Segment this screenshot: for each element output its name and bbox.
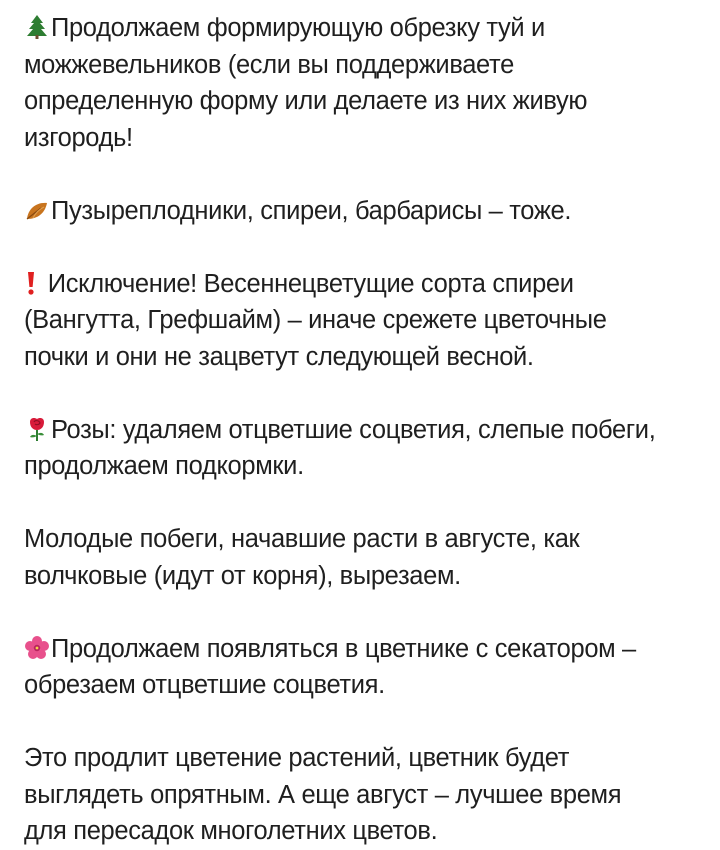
exclamation-mark-icon <box>24 270 38 296</box>
paragraph-text: Исключение! Весеннецветущие сорта спиреи (Вангутта, Грефшайм) – иначе срежете цветочные почки и они не зацветут следующей весной. <box>24 269 607 371</box>
paragraph-text: Продолжаем формирующую обрезку туй и можжевельников (если вы поддерживаете определенную форму или делаете из них живую изгородь! <box>24 14 588 152</box>
evergreen-tree-icon <box>24 14 50 40</box>
paragraph-evergreens <box>24 10 714 156</box>
rose-icon <box>24 416 50 442</box>
hibiscus-icon <box>24 635 50 661</box>
paragraph-text: Розы: удаляем отцветшие соцветия, слепые побеги, продолжаем подкормки. <box>24 415 656 480</box>
paragraph-roses <box>24 412 714 485</box>
paragraph-young-shoots <box>24 521 714 594</box>
paragraph-text: Пузыреплодники, спиреи, барбарисы – тоже. <box>51 196 572 225</box>
paragraph-text: Это продлит цветение растений, цветник будет выглядеть опрятным. А еще август – лучшее время для пересадок многолетних цветов. <box>24 744 622 845</box>
paragraph-flowerbed <box>24 631 714 704</box>
paragraph-transplant <box>24 740 714 850</box>
paragraph-shrubs <box>24 193 714 230</box>
paragraph-text: Продолжаем появляться в цветнике с секатором – обрезаем отцветшие соцветия. <box>24 634 636 699</box>
paragraph-text: Молодые побеги, начавшие расти в августе, как волчковые (идут от корня), вырезаем. <box>24 525 580 590</box>
post-body <box>24 10 714 850</box>
fallen-leaf-icon <box>24 197 50 223</box>
paragraph-exception <box>24 266 714 376</box>
